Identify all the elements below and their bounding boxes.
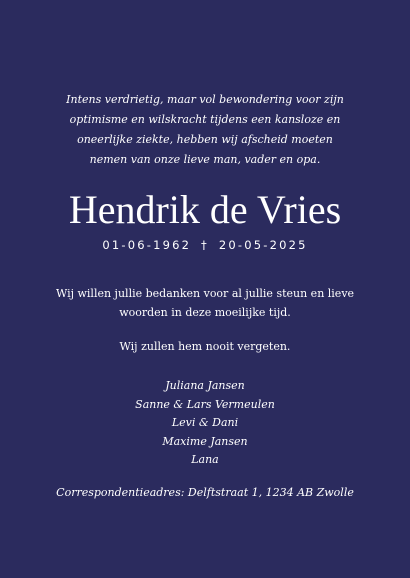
family-list <box>0 377 410 470</box>
family-member: Lana <box>191 453 219 466</box>
correspondence-address: Correspondentieadres: Delftstraat 1, 1234 AB Zwolle <box>56 486 354 499</box>
family-member: Maxime Jansen <box>162 434 248 448</box>
cross-icon: † <box>201 238 209 252</box>
thanks-text <box>50 284 360 322</box>
death-date: 20-05-2025 <box>218 238 308 252</box>
deceased-name: Hendrik de Vries <box>68 187 342 232</box>
intro-text <box>50 90 360 170</box>
intro-line: Intens verdrietig, maar vol bewondering voor zijn <box>66 93 344 106</box>
family-member: Juliana Jansen <box>165 379 245 392</box>
intro-line: oneerlijke ziekte, hebben wij afscheid moeten <box>77 133 333 146</box>
family-member: Sanne & Lars Vermeulen <box>135 397 275 411</box>
thanks-line: Wij willen jullie bedanken voor al jullie steun en lieve <box>55 287 355 300</box>
family-member: Levi & Dani <box>171 416 239 429</box>
thanks-line: woorden in deze moeilijke tijd. <box>119 306 291 319</box>
intro-line: nemen van onze lieve man, vader en opa. <box>89 153 321 166</box>
closing-text: Wij zullen hem nooit vergeten. <box>119 340 291 353</box>
intro-line: optimisme en wilskracht tijdens een kansloze en <box>69 113 341 126</box>
birth-date: 01-06-1962 <box>102 238 192 252</box>
life-dates <box>0 236 410 254</box>
